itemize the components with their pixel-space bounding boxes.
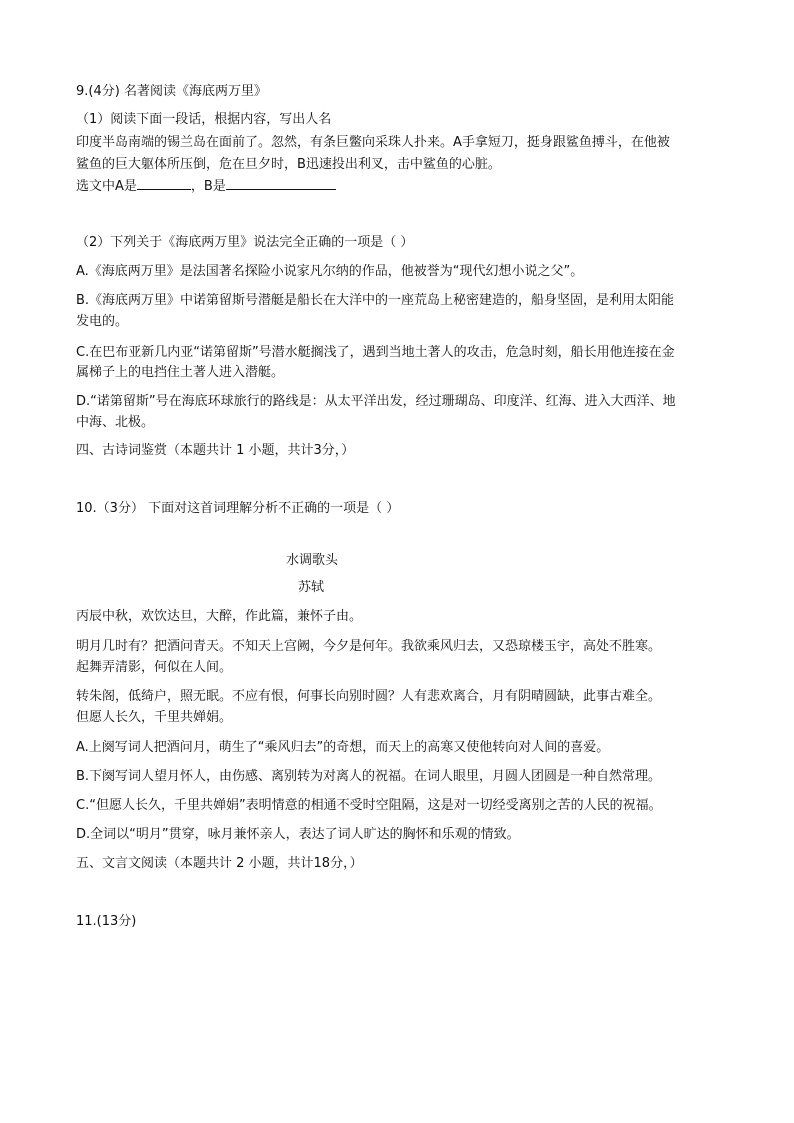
q9-passage-line2: 鲨鱼的巨大躯体所压倒，危在旦夕时，B迅速投出利叉，击中鲨鱼的心脏。 <box>76 157 501 172</box>
q10-option-a: A.上阕写词人把酒问月，萌生了“乘风归去”的奇想，而天上的高寒又使他转向对人间的喜爱。 <box>76 740 610 755</box>
q10-option-c: C.“但愿人长久，千里共婵娟”表明情意的相通不受时空阻隔，这是对一切经受离别之苦的人民的祝福。 <box>76 798 662 813</box>
poem-author: 苏轼 <box>298 580 325 595</box>
answer-label-a: 选文中A是 <box>76 179 137 194</box>
poem-verse2-line2: 但愿人长久，千里共婵娟。 <box>76 710 233 725</box>
poem-verse1-line2: 起舞弄清影，何似在人间。 <box>76 660 233 675</box>
q9-option-d-line2: 中海、北极。 <box>76 415 155 430</box>
poem-preface: 丙辰中秋，欢饮达旦，大醉，作此篇，兼怀子由。 <box>76 609 363 624</box>
q9-passage-line1: 印度半岛南端的锡兰岛在面前了。忽然，有条巨鳖向采珠人扑来。A手拿短刀，挺身跟鲨鱼搏斗，在他被 <box>76 135 670 150</box>
q9-option-b-line2: 发电的。 <box>76 314 129 329</box>
q9-title: 9.(4分) 名著阅读《海底两万里》 <box>76 84 267 99</box>
poem-verse2-line1: 转朱阁，低绮户，照无眠。不应有恨，何事长向别时圆？人有悲欢离合，月有阴晴圆缺，此事古难全。 <box>76 689 662 704</box>
q9-option-c-line1: C.在巴布亚新几内亚“诺第留斯”号潜水艇搁浅了，遇到当地土著人的攻击，危急时刻，船长用他连接在金 <box>76 345 675 360</box>
section-5-heading: 五、文言文阅读（本题共计 2 小题，共计18分，） <box>76 856 363 871</box>
q9-option-b-line1: B.《海底两万里》中诺第留斯号潜艇是船长在大洋中的一座荒岛上秘密建造的，船身坚固，是利用太阳能 <box>76 293 675 308</box>
poem-verse1-line1: 明月几时有？把酒问青天。不知天上宫阙，今夕是何年。我欲乘风归去，又恐琼楼玉宇，高处不胜寒。 <box>76 639 662 654</box>
answer-label-b: ，B是 <box>190 179 226 194</box>
poem-title: 水调歌头 <box>286 553 339 568</box>
q10-option-d: D.全词以“明月”贯穿，咏月兼怀亲人，表达了词人旷达的胸怀和乐观的情致。 <box>76 827 520 842</box>
answer-blank-b[interactable] <box>226 177 336 190</box>
q11-title: 11.(13分) <box>76 914 137 929</box>
q9-option-a: A.《海底两万里》是法国著名探险小说家凡尔纳的作品，他被誉为“现代幻想小说之父”。 <box>76 264 584 279</box>
q10-option-b: B.下阕写词人望月怀人，由伤感、离别转为对离人的祝福。在词人眼里，月圆人团圆是一种自然常理。 <box>76 769 662 784</box>
q9-answer-line <box>76 177 336 195</box>
q9-part1-prompt: （1）阅读下面一段话，根据内容，写出人名 <box>76 112 332 127</box>
q9-option-d-line1: D.“诺第留斯”号在海底环球旅行的路线是：从太平洋出发，经过珊瑚岛、印度洋、红海、进入大西洋、地 <box>76 394 676 409</box>
q9-part2-prompt: （2）下列关于《海底两万里》说法完全正确的一项是（ ） <box>76 235 414 250</box>
answer-blank-a[interactable] <box>137 177 191 190</box>
q10-title: 10.（3分） 下面对这首词理解分析不正确的一项是（ ） <box>76 501 400 516</box>
section-4-heading: 四、古诗词鉴赏（本题共计 1 小题，共计3分，） <box>76 443 355 458</box>
q9-option-c-line2: 属梯子上的电挡住土著人进入潜艇。 <box>76 365 285 380</box>
